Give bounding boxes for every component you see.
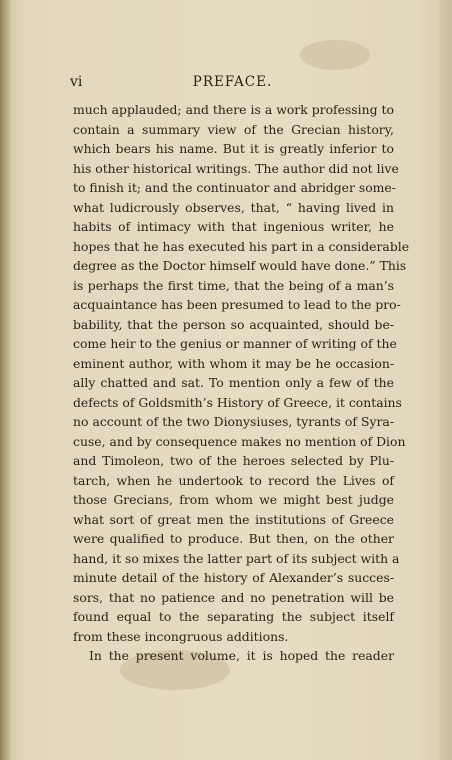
text-line: acquaintance has been presumed to lead to the pro- xyxy=(73,297,401,312)
text-line: no account of the two Dionysiuses, tyrants of Syra- xyxy=(73,414,394,429)
spine-shadow xyxy=(0,0,12,760)
text-line: to finish it; and the continuator and abridger some- xyxy=(73,180,396,195)
page-edge xyxy=(438,0,452,760)
text-line: come heir to the genius or manner of writing of the xyxy=(73,336,397,351)
text-line: contain a summary view of the Grecian history, xyxy=(73,121,394,137)
text-line: much applauded; and there is a work professing to xyxy=(73,102,394,117)
text-line: what ludicrously observes, that, “ having lived in xyxy=(73,199,394,215)
text-line: bability, that the person so acquainted, should be- xyxy=(73,316,394,332)
text-line: tarch, when he undertook to record the Lives of xyxy=(73,472,394,488)
text-line: hopes that he has executed his part in a considerable xyxy=(73,238,410,254)
text-line: is perhaps the first time, that the being of a man’s xyxy=(73,277,394,293)
text-line: habits of intimacy with that ingenious writer, he xyxy=(73,219,394,234)
text-line: from these incongruous additions. xyxy=(73,628,289,644)
text-line: eminent author, with whom it may be he occasion- xyxy=(73,355,394,371)
text-line: ally chatted and sat. To mention only a few of the xyxy=(73,375,394,390)
page-number: vi xyxy=(70,74,83,90)
foxing-spot xyxy=(300,40,370,70)
running-head xyxy=(70,72,395,92)
text-line: In the present volume, it is hoped the reader xyxy=(89,648,394,663)
text-line: his other historical writings. The author did not live xyxy=(73,160,399,176)
text-line: those Grecians, from whom we might best judge xyxy=(73,492,394,507)
text-line: were qualified to produce. But then, on the other xyxy=(73,531,394,546)
running-title: PREFACE. xyxy=(192,74,273,90)
text-line: cuse, and by consequence makes no mention of Dion xyxy=(73,433,406,449)
text-line: minute detail of the history of Alexander’s succes- xyxy=(73,570,394,585)
text-line: defects of Goldsmith’s History of Greece, it contains xyxy=(73,394,402,410)
text-line: found equal to the separating the subject itself xyxy=(73,609,394,624)
text-line: what sort of great men the institutions of Greece xyxy=(73,511,394,527)
text-line: degree as the Doctor himself would have done.” This xyxy=(73,258,407,273)
body-text xyxy=(73,100,410,666)
text-line: and Timoleon, two of the heroes selected by Plu- xyxy=(73,453,394,468)
text-line: sors, that no patience and no penetration will be xyxy=(73,589,394,605)
text-line: hand, it so mixes the latter part of its subject with a xyxy=(73,550,400,566)
text-line: which bears his name. But it is greatly inferior to xyxy=(73,141,394,156)
